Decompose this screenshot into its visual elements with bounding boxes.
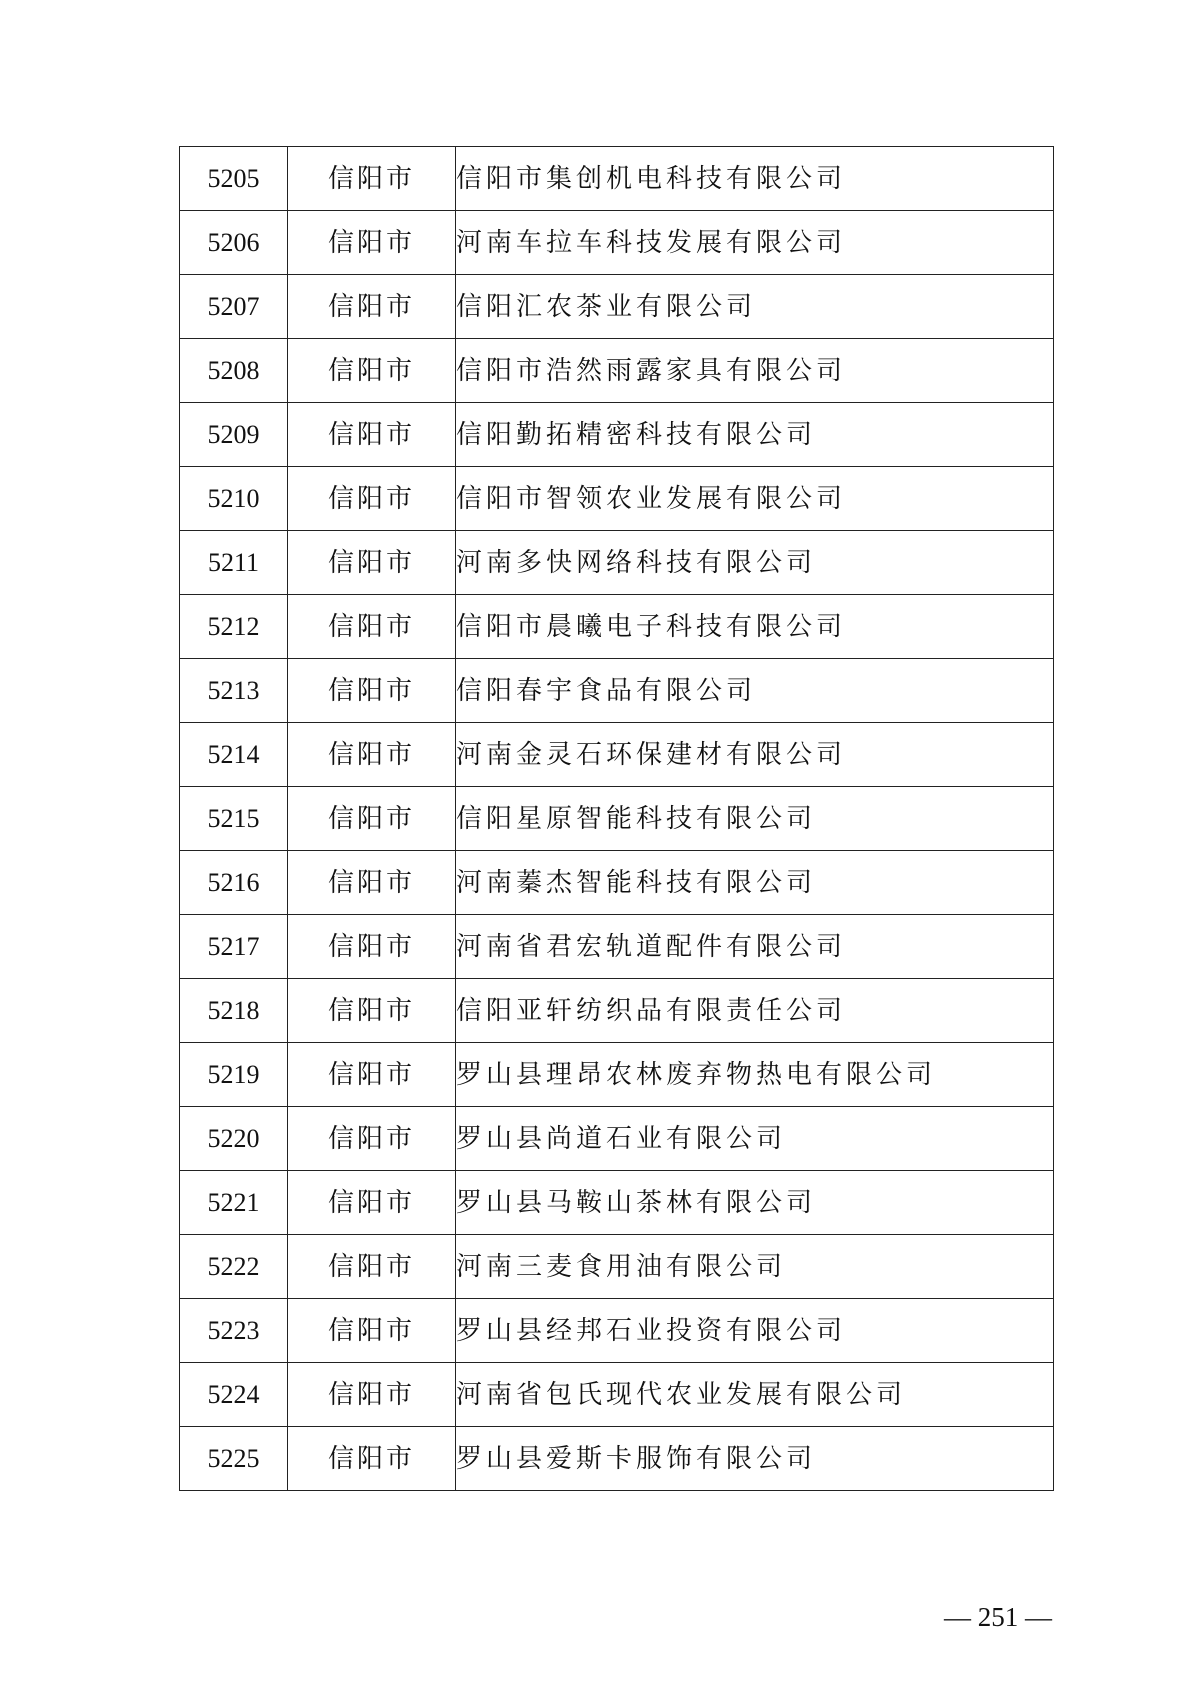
row-number: 5218: [180, 979, 288, 1043]
row-number: 5216: [180, 851, 288, 915]
company-name: 信阳春宇食品有限公司: [456, 659, 1054, 723]
city-name: 信阳市: [288, 851, 456, 915]
row-number: 5213: [180, 659, 288, 723]
row-number: 5205: [180, 147, 288, 211]
city-name: 信阳市: [288, 211, 456, 275]
table-row: [180, 1171, 1054, 1235]
city-name: 信阳市: [288, 1043, 456, 1107]
company-list-table: [179, 146, 1054, 1491]
company-name: 信阳星原智能科技有限公司: [456, 787, 1054, 851]
company-name: 信阳勤拓精密科技有限公司: [456, 403, 1054, 467]
company-name: 信阳市浩然雨露家具有限公司: [456, 339, 1054, 403]
table-row: [180, 659, 1054, 723]
city-name: 信阳市: [288, 147, 456, 211]
company-name: 河南三麦食用油有限公司: [456, 1235, 1054, 1299]
city-name: 信阳市: [288, 339, 456, 403]
table-row: [180, 211, 1054, 275]
row-number: 5206: [180, 211, 288, 275]
city-name: 信阳市: [288, 1363, 456, 1427]
row-number: 5221: [180, 1171, 288, 1235]
city-name: 信阳市: [288, 595, 456, 659]
row-number: 5214: [180, 723, 288, 787]
table-row: [180, 403, 1054, 467]
table-row: [180, 851, 1054, 915]
table-row: [180, 1363, 1054, 1427]
company-name: 河南金灵石环保建材有限公司: [456, 723, 1054, 787]
row-number: 5208: [180, 339, 288, 403]
table-row: [180, 1107, 1054, 1171]
table-row: [180, 339, 1054, 403]
company-name: 罗山县理昂农林废弃物热电有限公司: [456, 1043, 1054, 1107]
company-name: 河南省君宏轨道配件有限公司: [456, 915, 1054, 979]
table-row: [180, 1427, 1054, 1491]
table-row: [180, 275, 1054, 339]
city-name: 信阳市: [288, 1427, 456, 1491]
company-name: 河南车拉车科技发展有限公司: [456, 211, 1054, 275]
row-number: 5209: [180, 403, 288, 467]
city-name: 信阳市: [288, 1299, 456, 1363]
table-row: [180, 531, 1054, 595]
city-name: 信阳市: [288, 659, 456, 723]
table-row: [180, 787, 1054, 851]
company-name: 罗山县经邦石业投资有限公司: [456, 1299, 1054, 1363]
row-number: 5219: [180, 1043, 288, 1107]
company-name: 信阳汇农茶业有限公司: [456, 275, 1054, 339]
city-name: 信阳市: [288, 1235, 456, 1299]
row-number: 5225: [180, 1427, 288, 1491]
table-row: [180, 595, 1054, 659]
table-row: [180, 1235, 1054, 1299]
row-number: 5217: [180, 915, 288, 979]
city-name: 信阳市: [288, 467, 456, 531]
row-number: 5220: [180, 1107, 288, 1171]
company-name: 河南蓁杰智能科技有限公司: [456, 851, 1054, 915]
company-name: 罗山县爱斯卡服饰有限公司: [456, 1427, 1054, 1491]
table-row: [180, 915, 1054, 979]
city-name: 信阳市: [288, 275, 456, 339]
company-list-body: [180, 147, 1054, 1491]
table-row: [180, 147, 1054, 211]
company-name: 河南省包氏现代农业发展有限公司: [456, 1363, 1054, 1427]
table-row: [180, 979, 1054, 1043]
company-name: 河南多快网络科技有限公司: [456, 531, 1054, 595]
table-row: [180, 467, 1054, 531]
table-row: [180, 1043, 1054, 1107]
row-number: 5215: [180, 787, 288, 851]
city-name: 信阳市: [288, 979, 456, 1043]
city-name: 信阳市: [288, 531, 456, 595]
city-name: 信阳市: [288, 787, 456, 851]
city-name: 信阳市: [288, 1107, 456, 1171]
row-number: 5224: [180, 1363, 288, 1427]
city-name: 信阳市: [288, 915, 456, 979]
company-name: 罗山县尚道石业有限公司: [456, 1107, 1054, 1171]
company-name: 信阳市智领农业发展有限公司: [456, 467, 1054, 531]
row-number: 5207: [180, 275, 288, 339]
company-name: 信阳亚轩纺织品有限责任公司: [456, 979, 1054, 1043]
page-number: — 251 —: [944, 1602, 1052, 1632]
company-name: 信阳市集创机电科技有限公司: [456, 147, 1054, 211]
row-number: 5223: [180, 1299, 288, 1363]
city-name: 信阳市: [288, 1171, 456, 1235]
company-name: 罗山县马鞍山茶林有限公司: [456, 1171, 1054, 1235]
row-number: 5210: [180, 467, 288, 531]
row-number: 5211: [180, 531, 288, 595]
city-name: 信阳市: [288, 723, 456, 787]
company-name: 信阳市晨曦电子科技有限公司: [456, 595, 1054, 659]
city-name: 信阳市: [288, 403, 456, 467]
row-number: 5212: [180, 595, 288, 659]
table-row: [180, 1299, 1054, 1363]
row-number: 5222: [180, 1235, 288, 1299]
table-row: [180, 723, 1054, 787]
